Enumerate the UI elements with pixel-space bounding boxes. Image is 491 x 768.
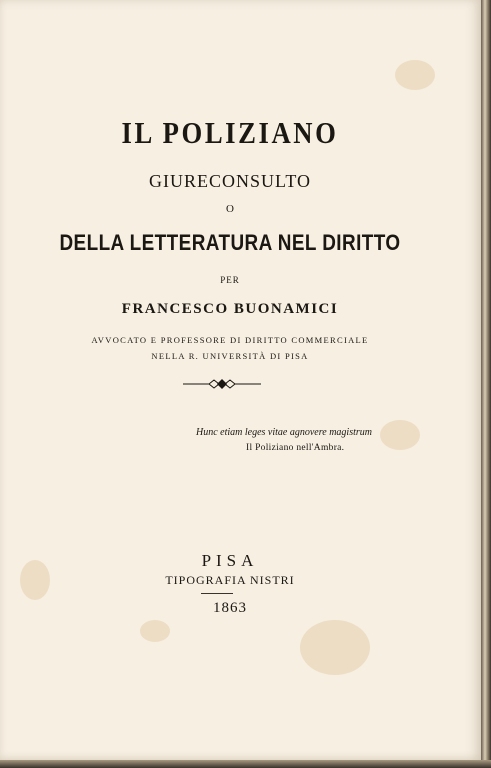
printer-name: TIPOGRAFIA NISTRI	[165, 573, 295, 587]
book-title: IL POLIZIANO	[121, 115, 339, 150]
epigraph-quote: Hunc etiam leges vitae agnovere magistrum	[196, 427, 372, 438]
book-bottom-edge	[0, 760, 491, 768]
foxing-stain	[140, 620, 170, 642]
author-name: FRANCESCO BUONAMICI	[121, 301, 339, 317]
author-affiliation: AVVOCATO E PROFESSORE DI DIRITTO COMMERCIALE	[91, 335, 369, 345]
epigraph-source: Il Poliziano nell'Ambra.	[246, 443, 345, 453]
foxing-stain	[395, 60, 435, 90]
author-affiliation-continued: NELLA R. UNIVERSITÀ DI PISA	[151, 351, 309, 361]
book-subtitle: GIURECONSULTO	[148, 171, 312, 191]
book-fore-edge	[481, 0, 491, 768]
alternate-title: DELLA LETTERATURA NEL DIRITTO	[59, 230, 401, 255]
publication-year: 1863	[213, 600, 247, 616]
imprint-rule	[201, 593, 233, 594]
publication-place: PISA	[201, 551, 259, 570]
foxing-stain	[300, 620, 370, 675]
divider-ornament-icon	[183, 378, 261, 390]
foxing-stain	[380, 420, 420, 450]
conjunction: O	[226, 203, 234, 215]
by-line: PER	[220, 275, 240, 285]
